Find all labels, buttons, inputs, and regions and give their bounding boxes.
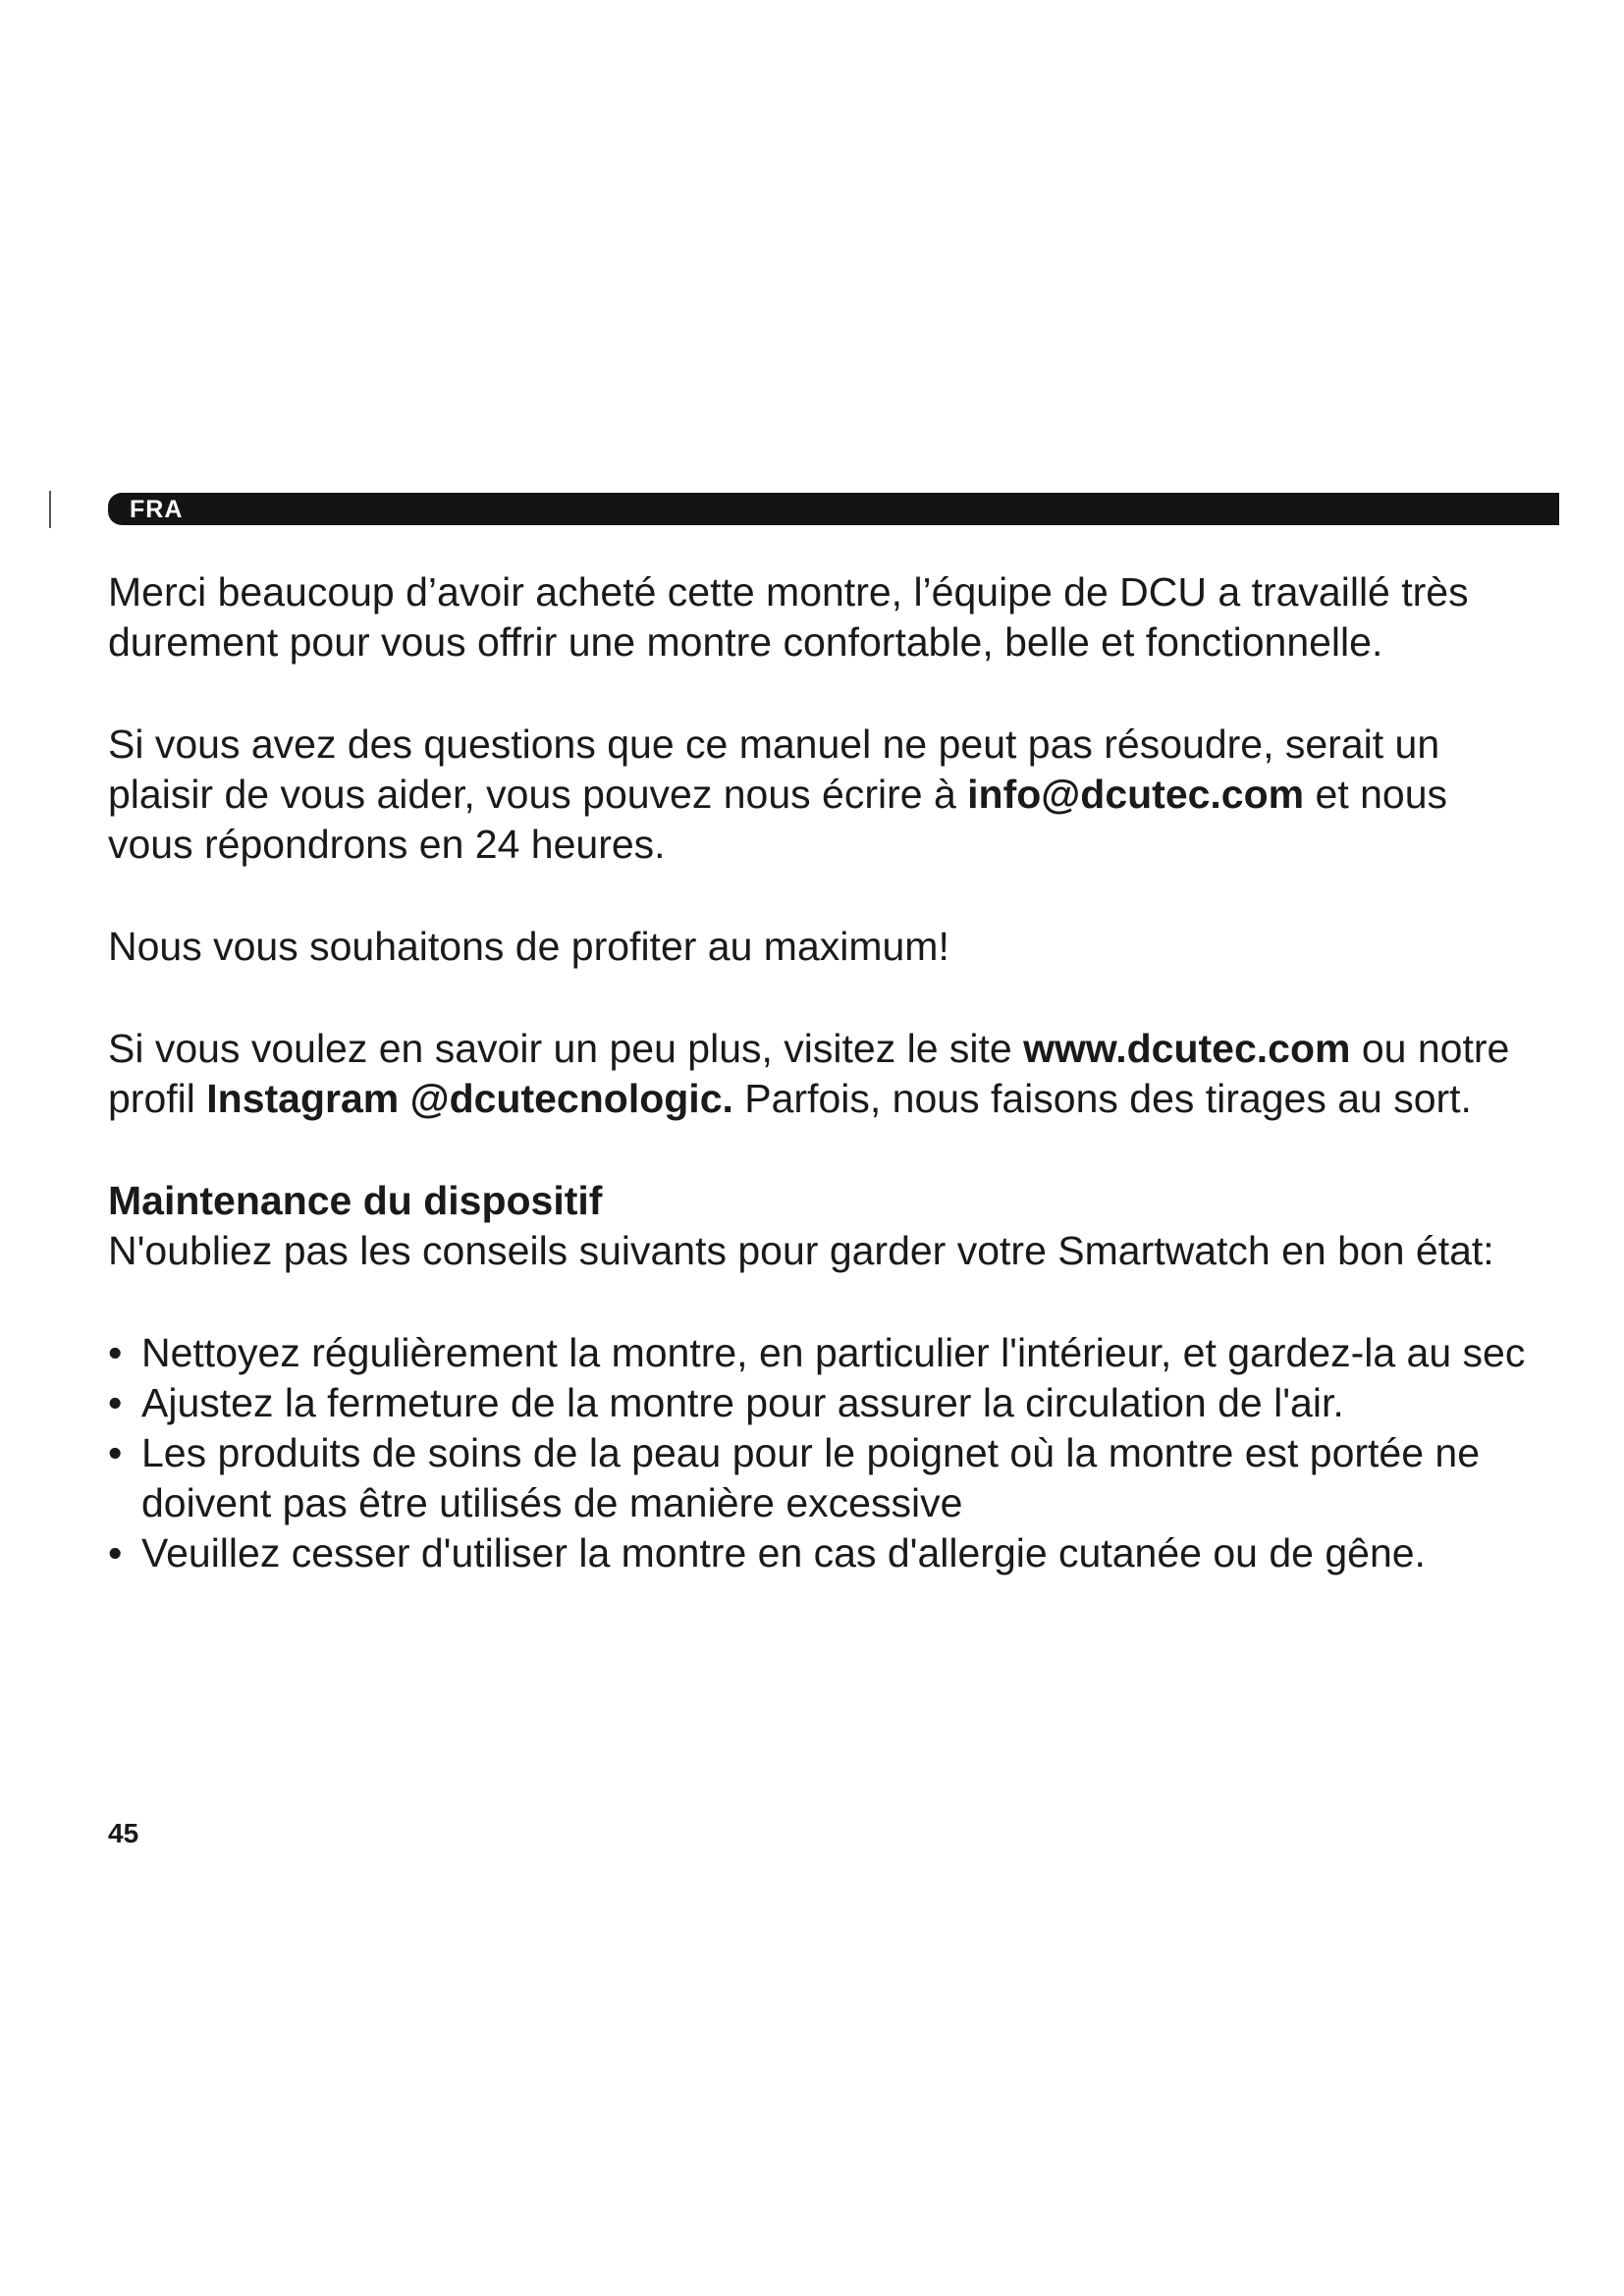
bullet-icon: • (108, 1380, 123, 1425)
intro-paragraph-enjoy: Nous vous souhaitons de profiter au maximum! (108, 924, 949, 969)
page-content (108, 567, 1542, 1578)
website-text-end: Parfois, nous faisons des tirages au sort. (732, 1076, 1472, 1121)
maintenance-heading: Maintenance du dispositif (108, 1178, 603, 1223)
tip-text: Ajustez la fermeture de la montre pour assurer la circulation de l'air. (141, 1380, 1344, 1425)
list-item (108, 1528, 1542, 1578)
crop-mark (49, 491, 51, 528)
contact-text-end: et nous vous répondrons en 24 heures. (108, 772, 1448, 867)
tip-text: Veuillez cesser d'utiliser la montre en cas d'allergie cutanée ou de gêne. (141, 1530, 1426, 1575)
instagram-link[interactable]: Instagram @dcutecnologic. (206, 1076, 733, 1121)
language-tag: FRA (130, 496, 184, 523)
page-number: 45 (108, 1818, 139, 1848)
maintenance-tips-list (108, 1328, 1542, 1578)
list-item (108, 1378, 1542, 1428)
website-text-start: Si vous voulez en savoir un peu plus, visitez le site (108, 1026, 1024, 1071)
intro-paragraph-thanks: Merci beaucoup d’avoir acheté cette montre, l’équipe de DCU a travaillé très durement pour vous offrir une montre confortable, belle et fonctionnelle. (108, 569, 1469, 665)
contact-text-start: Si vous avez des questions que ce manuel ne peut pas résoudre, serait un plaisir de vous aider, vous pouvez nous écrire à (108, 721, 1440, 817)
support-email-link[interactable]: info@dcutec.com (967, 772, 1305, 817)
tip-text: Les produits de soins de la peau pour le poignet où la montre est portée ne doivent pas être utilisés de manière excessive (141, 1430, 1481, 1525)
website-text-middle: ou notre profil (108, 1026, 1510, 1121)
bullet-icon: • (108, 1530, 123, 1575)
bullet-icon: • (108, 1330, 123, 1375)
website-link[interactable]: www.dcutec.com (1023, 1026, 1351, 1071)
language-header-bar (108, 493, 1559, 525)
list-item (108, 1328, 1542, 1378)
bullet-icon: • (108, 1430, 123, 1475)
maintenance-lead: N'oubliez pas les conseils suivants pour garder votre Smartwatch en bon état: (108, 1228, 1494, 1273)
list-item (108, 1428, 1542, 1528)
intro-paragraph-contact (108, 720, 1542, 870)
intro-paragraph-website (108, 1024, 1542, 1124)
tip-text: Nettoyez régulièrement la montre, en particulier l'intérieur, et gardez-la au sec (141, 1330, 1526, 1375)
